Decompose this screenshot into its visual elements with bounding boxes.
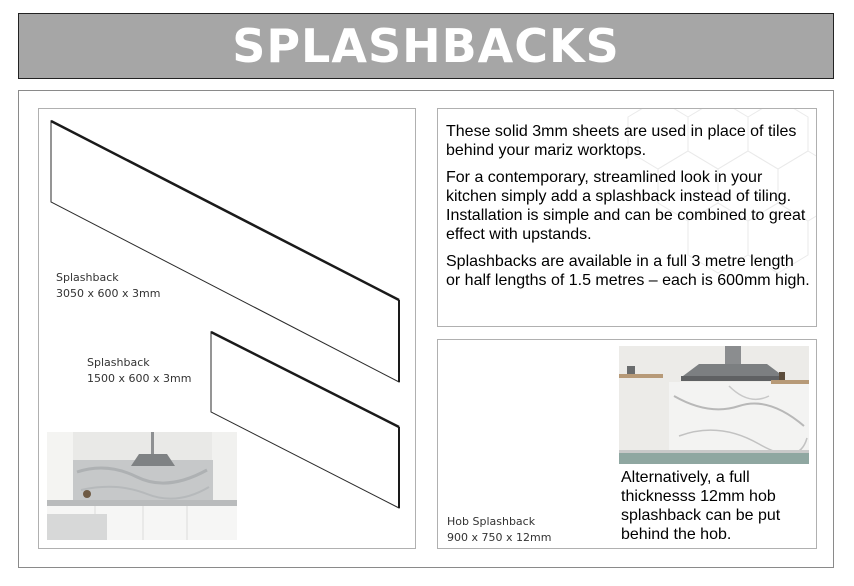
half-splashback-dimensions: 1500 x 600 x 3mm [87, 372, 192, 385]
half-splashback-label [87, 355, 191, 387]
description-text [446, 122, 812, 298]
description-paragraph-2: For a contemporary, streamlined look in your kitchen simply add a splashback instead of tiling. Installation is simple and can be combined to great effect with upstands. [446, 169, 806, 243]
kitchen-photo [47, 432, 237, 540]
hob-splashback-dimensions: 900 x 750 x 12mm [447, 531, 552, 544]
description-paragraph-1: These solid 3mm sheets are used in place of tiles behind your mariz worktops. [446, 123, 797, 159]
half-splashback-name: Splashback [87, 356, 150, 369]
full-splashback-name: Splashback [56, 271, 119, 284]
hob-photo [619, 346, 809, 464]
hob-description: Alternatively, a full thicknesss 12mm hob splashback can be put behind the hob. [621, 469, 781, 543]
page-title: SPLASHBACKS [232, 19, 620, 73]
full-splashback-label [56, 270, 160, 302]
hob-splashback-name: Hob Splashback [447, 515, 536, 528]
full-splashback-dimensions: 3050 x 600 x 3mm [56, 287, 161, 300]
hob-splashback-label [447, 514, 551, 546]
description-paragraph-3: Splashbacks are available in a full 3 metre length or half lengths of 1.5 metres – each is 600mm high. [446, 253, 810, 289]
